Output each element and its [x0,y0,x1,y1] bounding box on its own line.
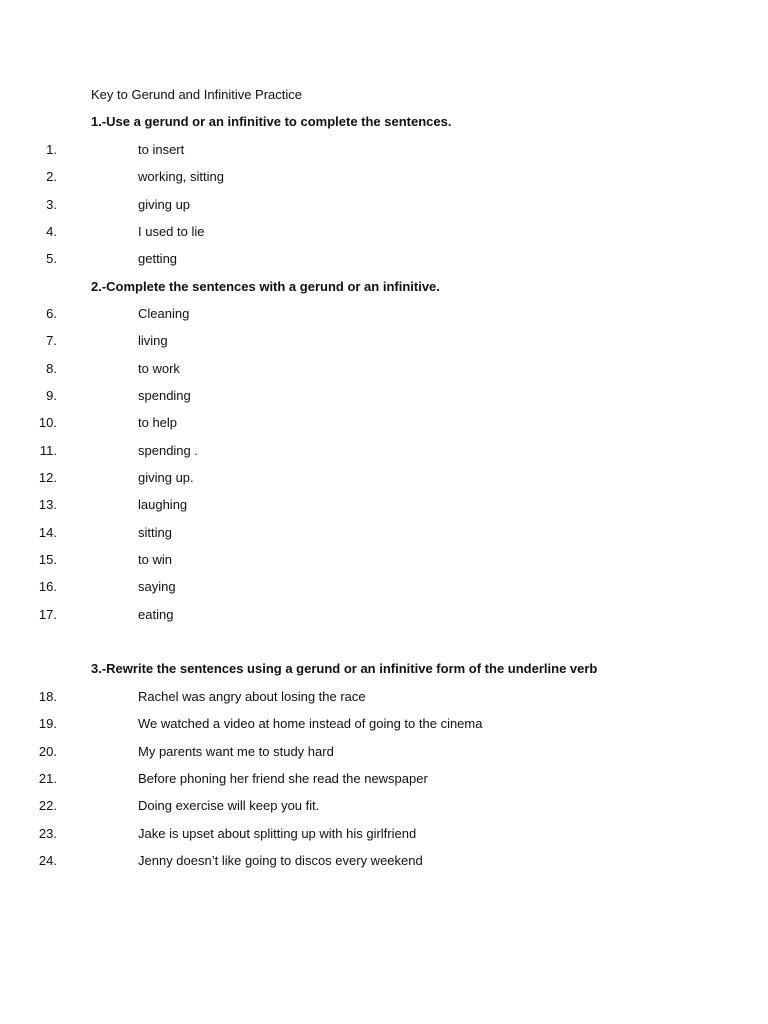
list-item-number: 1. [46,142,57,157]
list-item-number: 20. [38,744,57,759]
document-title: Key to Gerund and Infinitive Practice [91,87,303,102]
section-heading-1: 1.-Use a gerund or an infinitive to complete the sentences. [91,114,452,129]
list-item-number: 2. [46,169,57,184]
list-item-text: Before phoning her friend she read the newspaper [138,771,428,786]
list-item-text: to help [138,415,178,430]
list-item-number: 11. [39,443,57,458]
list-item-text: giving up. [138,470,194,485]
list-item-text: Cleaning [138,306,190,321]
list-item-text: Jenny doesn’t like going to discos every weekend [138,853,423,868]
list-item-number: 3. [46,197,57,212]
list-item-text: Jake is upset about splitting up with his girlfriend [138,826,417,841]
list-item-text: spending . [138,443,198,458]
list-item-text: spending [138,388,191,403]
list-item-number: 6. [46,306,57,321]
list-item-text: Rachel was angry about losing the race [138,689,366,704]
list-item-number: 4. [46,224,57,239]
list-item-text: Doing exercise will keep you fit. [138,798,320,813]
list-item-text: eating [138,607,174,622]
list-item-text: laughing [138,497,188,512]
list-item-number: 18. [38,689,57,704]
list-item-text: living [138,333,168,348]
list-item-number: 19. [38,716,57,731]
list-item-text: getting [138,251,178,266]
list-item-text: to win [138,552,172,567]
list-item-number: 15. [38,552,57,567]
list-item-number: 21. [38,771,57,786]
list-item-number: 23. [38,826,57,841]
list-item-number: 5. [46,251,57,266]
list-item-number: 13. [38,497,57,512]
list-item-text: We watched a video at home instead of going to the cinema [138,716,483,731]
list-item-text: to insert [138,142,185,157]
list-item-number: 10. [38,415,57,430]
list-item-text: working, sitting [138,169,224,184]
list-item-text: giving up [138,197,191,212]
list-item-number: 12. [38,470,57,485]
list-item-number: 24. [38,853,57,868]
list-item-number: 16. [38,579,57,594]
list-item-text: I used to lie [138,224,205,239]
list-item-number: 22. [38,798,57,813]
list-item-text: sitting [138,525,172,540]
list-item-text: My parents want me to study hard [138,744,334,759]
list-item-number: 9. [46,388,57,403]
section-heading-3: 3.-Rewrite the sentences using a gerund or an infinitive form of the underline verb [91,661,598,676]
list-item-number: 17. [38,607,57,622]
list-item-number: 7. [46,333,57,348]
list-item-number: 8. [46,361,57,376]
section-heading-2: 2.-Complete the sentences with a gerund or an infinitive. [91,279,440,294]
list-item-text: saying [138,579,176,594]
list-item-number: 14. [38,525,57,540]
list-item-text: to work [138,361,180,376]
